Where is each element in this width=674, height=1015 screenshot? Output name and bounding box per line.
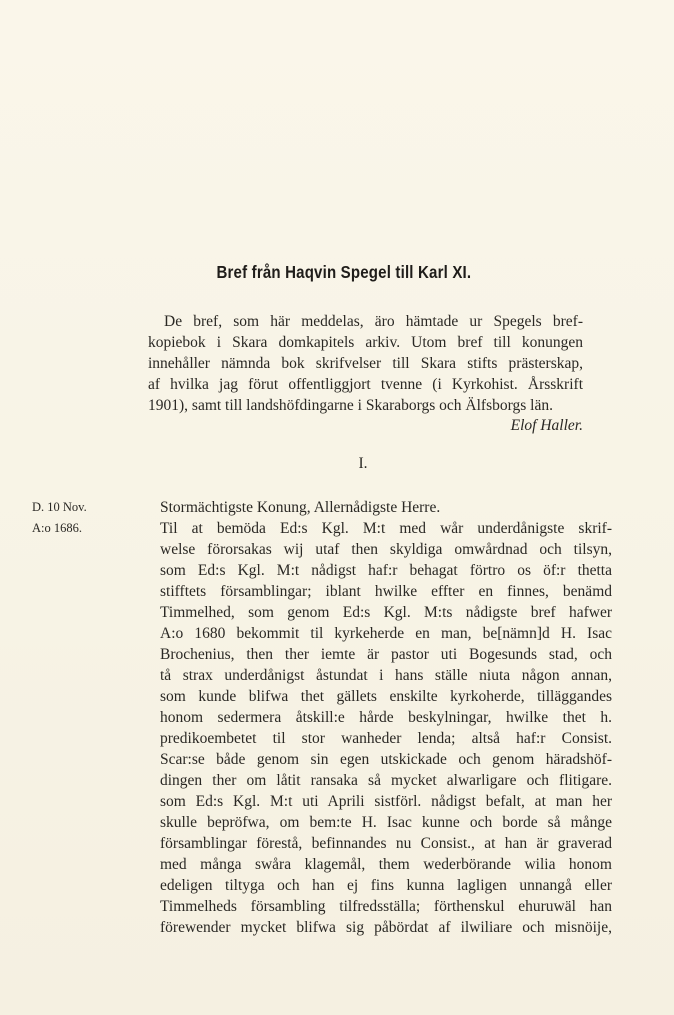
intro-paragraph [148, 311, 583, 416]
letter-salutation: Stormächtigste Konung, Allernådigste Herre. [160, 499, 441, 516]
intro-line: De bref, som här meddelas, äro hämtade ur Spegels bref- [164, 313, 583, 330]
letter-line: welse förorsakas wij utaf then skyldiga omwårdnad och tilsyn, [160, 541, 612, 558]
letter-line: A:o 1680 bekommit til kyrkeherde en man, be[nämn]d H. Isac [160, 625, 612, 642]
intro-line: innehåller nämnda bok skrifvelser till Skara stifts prästerskap, [148, 355, 583, 372]
margin-note-date: D. 10 Nov. [32, 500, 87, 514]
letter-line: med många swåra klagemål, them wederbörande wilia honom [160, 856, 612, 873]
letter-line: som Ed:s Kgl. M:t nådigst haf:r behagat förtro os öf:r thetta [160, 562, 612, 579]
letter-line: församblingar förestå, befinnandes nu Consist., at han är graverad [160, 835, 612, 852]
letter-line: som kunde blifwa thet gällets enskilte kyrkoherde, tilläggandes [160, 688, 612, 705]
letter-line: dingen ther om låtit ransaka så mycket alwarligare och flitigare. [160, 772, 612, 789]
letter-line: förewender mycket blifwa sig påbördat af ilwiliare och misnöije, [160, 919, 612, 936]
letter-line: Timmelhed, som genom Ed:s Kgl. M:ts nådigste bref hafwer [160, 604, 612, 621]
page-title: Bref från Haqvin Spegel till Karl XI. [216, 262, 472, 282]
letter-line: Timmelheds försambling tilfredsställa; förthenskul ehuruwäl han [160, 898, 612, 915]
intro-line: af hvilka jag förut offentliggjort tvenne (i Kyrkohist. Årsskrift [148, 376, 583, 393]
letter-line: stifftets församblingar; iblant hwilke effter en finnes, benämd [160, 583, 612, 600]
letter-line: edeligen tiltyga och han ej fins kunna lagligen unnangå eller [160, 877, 612, 894]
author-signature: Elof Haller. [510, 417, 583, 434]
intro-line: kopiebok i Skara domkapitels arkiv. Utom bref till konungen [148, 334, 583, 351]
letter-line: som Ed:s Kgl. M:t uti Aprili sistförl. nådigst befalt, at man her [160, 793, 612, 810]
intro-line: 1901), samt till landshöfdingarne i Skaraborgs och Älfsborgs län. [148, 397, 553, 414]
letter-line: tå strax underdånigst åstundat i hans ställe niuta någon annan, [160, 667, 612, 684]
letter-line: Scar:se både genom sin egen utskickade och genom häradshöf- [160, 751, 612, 768]
margin-note-year: A:o 1686. [32, 521, 82, 535]
letter-body [160, 497, 612, 938]
letter-line: predikoembetet til stor wanheder lenda; altså haf:r Consist. [160, 730, 612, 747]
letter-line: Brochenius, then ther iemte är pastor uti Bogesunds stad, och [160, 646, 612, 663]
letter-line: Til at bemöda Ed:s Kgl. M:t med wår underdånigste skrif- [160, 520, 612, 537]
section-number: I. [358, 455, 368, 472]
letter-line: honom sedermera åtskill:e hårde beskylningar, hwilke thet h. [160, 709, 612, 726]
letter-line: skulle bepröfwa, om bem:te H. Isac kunne och borde så månge [160, 814, 612, 831]
